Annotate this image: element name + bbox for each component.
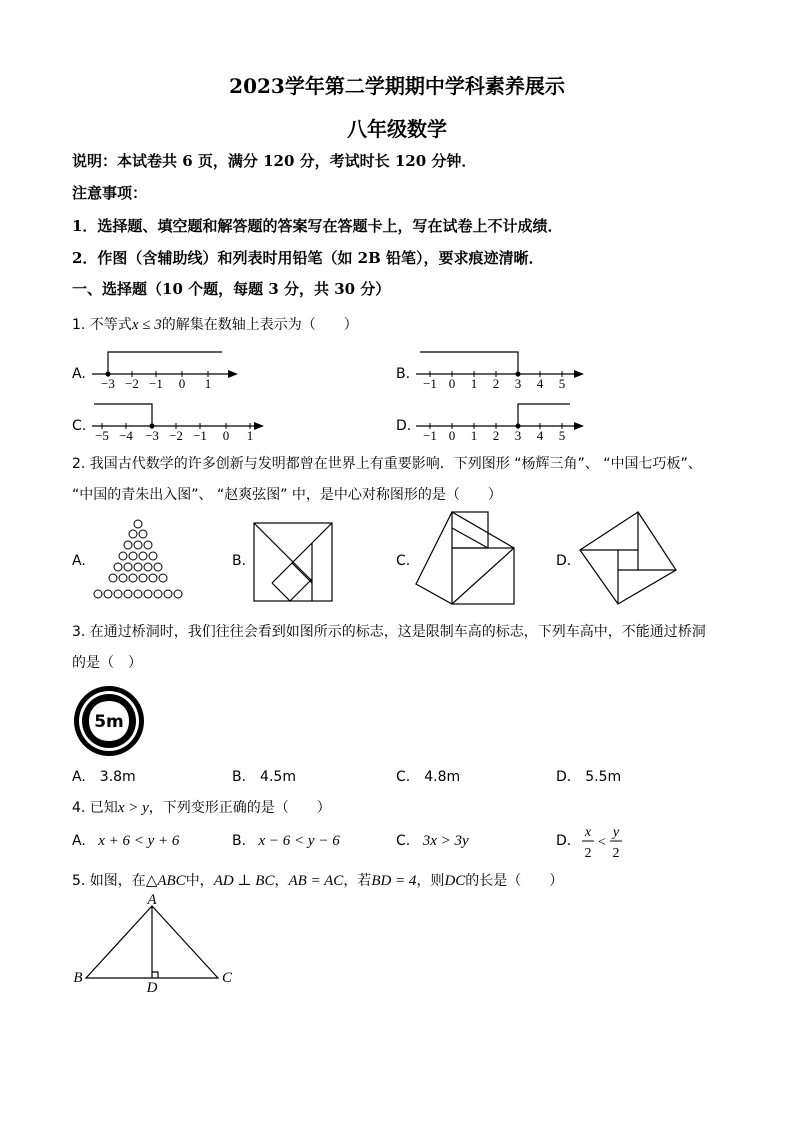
tick-label: 5 [558,376,566,390]
q3-option-b: B. 4.5m [232,769,296,785]
q4-expr: x > y [117,800,149,816]
tick-label: 1 [204,376,212,390]
q5-math: AB = AC [288,873,344,889]
fraction-numerator: x [584,825,592,840]
q5-text: 5. 如图，在 [72,873,146,889]
fraction-denominator: 2 [584,846,592,861]
q4-option-c-expr: 3x > 3y [422,833,469,849]
q1-prefix: 1. 不等式 [72,317,132,333]
tick-label: 0 [222,428,230,442]
question-2-line-2: “中国的青朱出入图”、 “赵爽弦图” 中，是中心对称图形的是（ ） [72,487,502,503]
tick-label: 0 [448,376,456,390]
tick-label: 1 [470,428,478,442]
height-limit-sign [72,684,146,758]
section-heading: 一、选择题（10 个题，每题 3 分，共 30 分） [72,280,391,298]
exam-note: 说明：本试卷共 6 页，满分 120 分，考试时长 120 分钟． [72,152,477,170]
vertex-label-d: D [146,980,158,996]
tick-label: −1 [423,376,437,390]
q5-text: 的长是（ ） [465,873,564,889]
zhao-shuang-figure [578,510,680,606]
q5-math: △ABC [145,873,186,889]
q4-option-d-label: D. [556,833,572,849]
page-title: 2023学年第二学期期中学科素养展示 [229,74,565,98]
q3-option-d: D. 5.5m [556,769,622,785]
question-4 [72,797,331,817]
q5-math: DC [444,873,466,889]
q1-option-c-numberline [92,400,268,442]
notice-heading: 注意事项： [72,184,148,202]
triangle-abc-figure [66,892,242,996]
q1-option-a-numberline [92,348,242,390]
q5-text: ，若 [343,873,372,889]
q2-option-d-label: D. [556,553,572,569]
q5-math: BD = 4 [371,873,417,889]
fraction-denominator: 2 [612,846,620,861]
tick-label: −1 [423,428,437,442]
q1-option-b-label: B. [396,366,411,382]
tick-label: 1 [470,376,478,390]
q4-option-a-expr: x + 6 < y + 6 [98,833,180,849]
q4-option-a-label: A. [72,833,86,849]
q5-text: ， [274,873,289,889]
q3-option-c: C. 4.8m [396,769,461,785]
tick-label: −3 [101,376,115,390]
q3-option-a: A. 3.8m [72,769,136,785]
page-subtitle: 八年级数学 [347,117,447,141]
fraction-numerator: y [612,825,620,840]
fraction-operator: < [598,835,606,850]
question-3-line-1: 3. 在通过桥洞时，我们往往会看到如图所示的标志，这是限制车高的标志，下列车高中，不能通过桥洞 [72,624,706,640]
q1-option-a-label: A. [72,366,86,382]
tick-label: 3 [514,376,522,390]
tick-label: −1 [149,376,163,390]
yang-hui-triangle-figure [90,518,190,602]
qingzhu-figure [414,510,518,606]
tangram-figure [252,521,334,603]
tick-label: −4 [119,428,133,442]
question-3-line-2: 的是（ ） [72,655,142,671]
vertex-label-a: A [147,892,157,908]
tick-label: −3 [145,428,159,442]
q1-option-d-label: D. [396,418,412,434]
q4-option-b-expr: x − 6 < y − 6 [258,833,340,849]
q2-option-b-label: B. [232,553,247,569]
tick-label: 4 [536,376,544,390]
tick-label: −2 [125,376,139,390]
q1-suffix: 的解集在数轴上表示为（ ） [161,317,358,333]
question-5 [72,870,563,890]
vertex-label-c: C [221,970,233,986]
q4-option-c [396,833,469,850]
tick-label: −5 [95,428,109,442]
tick-label: 1 [246,428,254,442]
q4-option-c-label: C. [396,833,411,849]
vertex-label-b: B [73,970,83,986]
notice-item-2: 2．作图（含辅助线）和列表时用铅笔（如 2B 铅笔），要求痕迹清晰． [72,249,544,267]
tick-label: 4 [536,428,544,442]
q4-option-b [232,833,340,850]
q2-option-a-label: A. [72,553,86,569]
q5-text: ，则 [416,873,445,889]
tick-label: −2 [169,428,183,442]
tick-label: 5 [558,428,566,442]
tick-label: 0 [448,428,456,442]
tick-label: −1 [193,428,207,442]
tick-label: 2 [492,376,500,390]
tick-label: 0 [178,376,186,390]
q5-text: 中， [185,873,214,889]
q5-math: AD ⊥ BC [213,873,275,889]
q1-option-b-numberline [416,348,588,390]
tick-label: 3 [514,428,522,442]
tick-label: 2 [492,428,500,442]
q4-option-d-fraction [580,822,626,862]
q1-option-c-label: C. [72,418,87,434]
q1-option-d-numberline [416,400,588,442]
question-1 [72,314,358,334]
question-2-line-1: 2. 我国古代数学的许多创新与发明都曾在世界上有重要影响．下列图形 “杨辉三角”、 “中国七巧板”、 [72,456,702,472]
q2-option-c-label: C. [396,553,411,569]
q4-prefix: 4. 已知 [72,800,118,816]
sign-text: 5m [94,712,124,732]
q4-option-b-label: B. [232,833,247,849]
q4-option-a [72,833,179,850]
q1-expr: x ≤ 3 [131,317,162,333]
notice-item-1: 1．选择题、填空题和解答题的答案写在答题卡上，写在试卷上不计成绩． [72,217,563,235]
q4-suffix: ，下列变形正确的是（ ） [148,800,331,816]
